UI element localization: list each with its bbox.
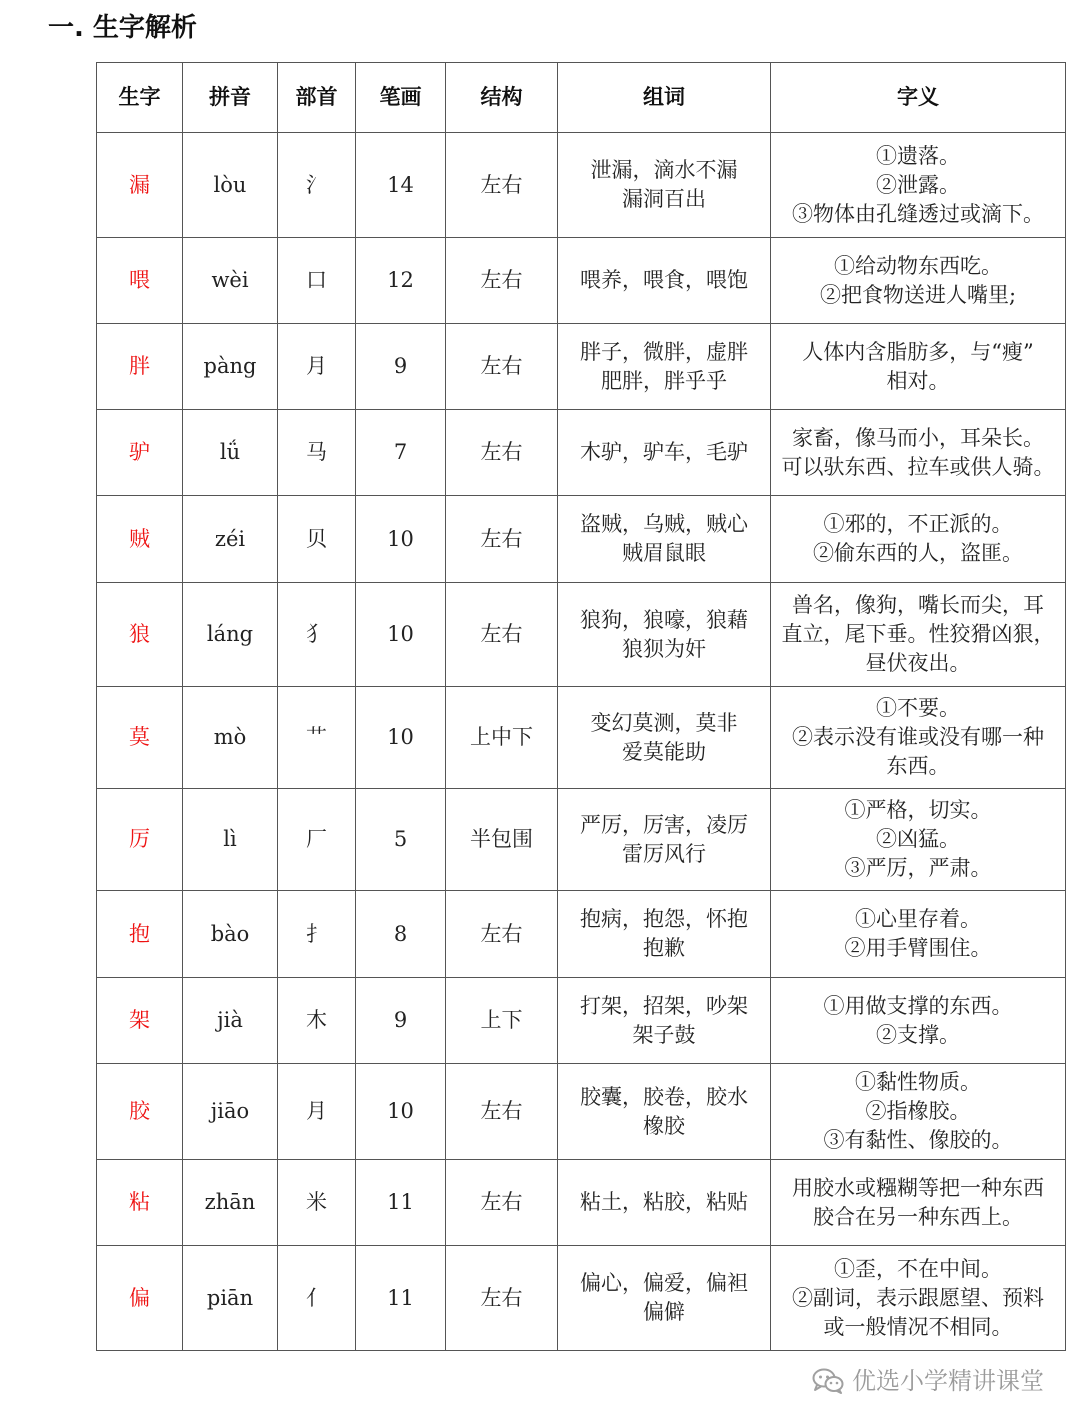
vocab-words: 严厉，厉害，凌厉 雷厉风行 bbox=[558, 789, 771, 891]
vocab-strokes: 9 bbox=[356, 324, 446, 410]
vocab-words: 胶囊，胶卷，胶水 橡胶 bbox=[558, 1064, 771, 1160]
header-radical: 部首 bbox=[278, 63, 356, 133]
table-row bbox=[97, 583, 1066, 687]
table-row bbox=[97, 978, 1066, 1064]
vocab-meaning: ①歪，不在中间。 ②副词，表示跟愿望、预料 或一般情况不相同。 bbox=[771, 1246, 1066, 1351]
table-row bbox=[97, 496, 1066, 583]
vocab-pinyin: lǘ bbox=[183, 410, 278, 496]
vocab-pinyin: zhān bbox=[183, 1160, 278, 1246]
vocab-pinyin: mò bbox=[183, 687, 278, 789]
vocab-meaning: ①遗落。 ②泄露。 ③物体由孔缝透过或滴下。 bbox=[771, 133, 1066, 238]
vocab-meaning: ①不要。 ②表示没有谁或没有哪一种 东西。 bbox=[771, 687, 1066, 789]
vocab-structure: 上中下 bbox=[446, 687, 558, 789]
vocab-meaning: ①用做支撑的东西。 ②支撑。 bbox=[771, 978, 1066, 1064]
vocab-pinyin: lì bbox=[183, 789, 278, 891]
vocab-strokes: 10 bbox=[356, 496, 446, 583]
vocab-structure: 左右 bbox=[446, 1160, 558, 1246]
table-row bbox=[97, 1246, 1066, 1351]
vocab-strokes: 11 bbox=[356, 1160, 446, 1246]
vocab-pinyin: piān bbox=[183, 1246, 278, 1351]
vocab-char: 偏 bbox=[97, 1246, 183, 1351]
vocab-radical: 米 bbox=[278, 1160, 356, 1246]
vocab-strokes: 14 bbox=[356, 133, 446, 238]
vocab-structure: 左右 bbox=[446, 891, 558, 978]
vocab-char: 狼 bbox=[97, 583, 183, 687]
vocab-strokes: 10 bbox=[356, 583, 446, 687]
vocab-meaning: ①心里存着。 ②用手臂围住。 bbox=[771, 891, 1066, 978]
vocab-meaning: 家畜，像马而小，耳朵长。 可以驮东西、拉车或供人骑。 bbox=[771, 410, 1066, 496]
vocab-radical: 月 bbox=[278, 324, 356, 410]
vocab-char: 抱 bbox=[97, 891, 183, 978]
vocab-strokes: 12 bbox=[356, 238, 446, 324]
vocab-pinyin: pàng bbox=[183, 324, 278, 410]
vocab-structure: 左右 bbox=[446, 1246, 558, 1351]
header-strokes: 笔画 bbox=[356, 63, 446, 133]
vocab-radical: 口 bbox=[278, 238, 356, 324]
vocab-char: 厉 bbox=[97, 789, 183, 891]
vocab-strokes: 10 bbox=[356, 687, 446, 789]
vocab-meaning: 用胶水或糨糊等把一种东西 胶合在另一种东西上。 bbox=[771, 1160, 1066, 1246]
header-structure: 结构 bbox=[446, 63, 558, 133]
vocab-char: 胖 bbox=[97, 324, 183, 410]
vocab-radical: 氵 bbox=[278, 133, 356, 238]
vocab-words: 泄漏，滴水不漏 漏洞百出 bbox=[558, 133, 771, 238]
vocab-radical: 扌 bbox=[278, 891, 356, 978]
vocab-pinyin: bào bbox=[183, 891, 278, 978]
vocab-meaning: 人体内含脂肪多，与“瘦” 相对。 bbox=[771, 324, 1066, 410]
vocab-char: 驴 bbox=[97, 410, 183, 496]
vocab-table bbox=[96, 62, 1066, 1351]
vocab-pinyin: jiāo bbox=[183, 1064, 278, 1160]
vocab-pinyin: wèi bbox=[183, 238, 278, 324]
vocab-char: 莫 bbox=[97, 687, 183, 789]
vocab-structure: 半包围 bbox=[446, 789, 558, 891]
vocab-structure: 左右 bbox=[446, 496, 558, 583]
vocab-words: 狼狗，狼嚎，狼藉 狼狈为奸 bbox=[558, 583, 771, 687]
table-row bbox=[97, 1064, 1066, 1160]
vocab-char: 架 bbox=[97, 978, 183, 1064]
vocab-radical: 木 bbox=[278, 978, 356, 1064]
vocab-words: 抱病，抱怨，怀抱 抱歉 bbox=[558, 891, 771, 978]
vocab-pinyin: lòu bbox=[183, 133, 278, 238]
vocab-words: 打架，招架，吵架 架子鼓 bbox=[558, 978, 771, 1064]
vocab-meaning: 兽名，像狗，嘴长而尖，耳 直立，尾下垂。性狡猾凶狠， 昼伏夜出。 bbox=[771, 583, 1066, 687]
vocab-radical: 犭 bbox=[278, 583, 356, 687]
table-row bbox=[97, 1160, 1066, 1246]
vocab-structure: 上下 bbox=[446, 978, 558, 1064]
vocab-radical: 马 bbox=[278, 410, 356, 496]
vocab-radical: 厂 bbox=[278, 789, 356, 891]
vocab-meaning: ①邪的，不正派的。 ②偷东西的人，盗匪。 bbox=[771, 496, 1066, 583]
vocab-char: 喂 bbox=[97, 238, 183, 324]
vocab-words: 粘土，粘胶，粘贴 bbox=[558, 1160, 771, 1246]
table-row bbox=[97, 238, 1066, 324]
table-row bbox=[97, 891, 1066, 978]
wechat-icon bbox=[812, 1368, 844, 1394]
vocab-structure: 左右 bbox=[446, 1064, 558, 1160]
table-row bbox=[97, 789, 1066, 891]
vocab-char: 贼 bbox=[97, 496, 183, 583]
vocab-words: 变幻莫测，莫非 爱莫能助 bbox=[558, 687, 771, 789]
header-meaning: 字义 bbox=[771, 63, 1066, 133]
watermark bbox=[812, 1366, 1044, 1396]
table-row bbox=[97, 133, 1066, 238]
table-row bbox=[97, 324, 1066, 410]
table-row bbox=[97, 410, 1066, 496]
vocab-structure: 左右 bbox=[446, 583, 558, 687]
vocab-strokes: 8 bbox=[356, 891, 446, 978]
vocab-structure: 左右 bbox=[446, 324, 558, 410]
vocab-char: 胶 bbox=[97, 1064, 183, 1160]
vocab-words: 胖子，微胖，虚胖 肥胖，胖乎乎 bbox=[558, 324, 771, 410]
header-char: 生字 bbox=[97, 63, 183, 133]
vocab-structure: 左右 bbox=[446, 238, 558, 324]
vocab-strokes: 10 bbox=[356, 1064, 446, 1160]
vocab-strokes: 7 bbox=[356, 410, 446, 496]
vocab-char: 漏 bbox=[97, 133, 183, 238]
vocab-radical: 艹 bbox=[278, 687, 356, 789]
vocab-words: 盗贼，乌贼，贼心 贼眉鼠眼 bbox=[558, 496, 771, 583]
vocab-structure: 左右 bbox=[446, 133, 558, 238]
vocab-radical: 贝 bbox=[278, 496, 356, 583]
vocab-strokes: 9 bbox=[356, 978, 446, 1064]
vocab-strokes: 11 bbox=[356, 1246, 446, 1351]
vocab-pinyin: jià bbox=[183, 978, 278, 1064]
vocab-pinyin: zéi bbox=[183, 496, 278, 583]
vocab-meaning: ①黏性物质。 ②指橡胶。 ③有黏性、像胶的。 bbox=[771, 1064, 1066, 1160]
vocab-meaning: ①给动物东西吃。 ②把食物送进人嘴里; bbox=[771, 238, 1066, 324]
section-title: 一. 生字解析 bbox=[48, 13, 197, 43]
vocab-radical: 月 bbox=[278, 1064, 356, 1160]
header-pinyin: 拼音 bbox=[183, 63, 278, 133]
vocab-words: 喂养，喂食，喂饱 bbox=[558, 238, 771, 324]
vocab-meaning: ①严格，切实。 ②凶猛。 ③严厉，严肃。 bbox=[771, 789, 1066, 891]
table-row bbox=[97, 687, 1066, 789]
vocab-pinyin: láng bbox=[183, 583, 278, 687]
vocab-words: 木驴，驴车，毛驴 bbox=[558, 410, 771, 496]
vocab-words: 偏心，偏爱，偏袒 偏僻 bbox=[558, 1246, 771, 1351]
vocab-char: 粘 bbox=[97, 1160, 183, 1246]
watermark-text: 优选小学精讲课堂 bbox=[852, 1367, 1044, 1395]
header-words: 组词 bbox=[558, 63, 771, 133]
vocab-structure: 左右 bbox=[446, 410, 558, 496]
vocab-radical: 亻 bbox=[278, 1246, 356, 1351]
vocab-strokes: 5 bbox=[356, 789, 446, 891]
header-row bbox=[97, 63, 1066, 133]
